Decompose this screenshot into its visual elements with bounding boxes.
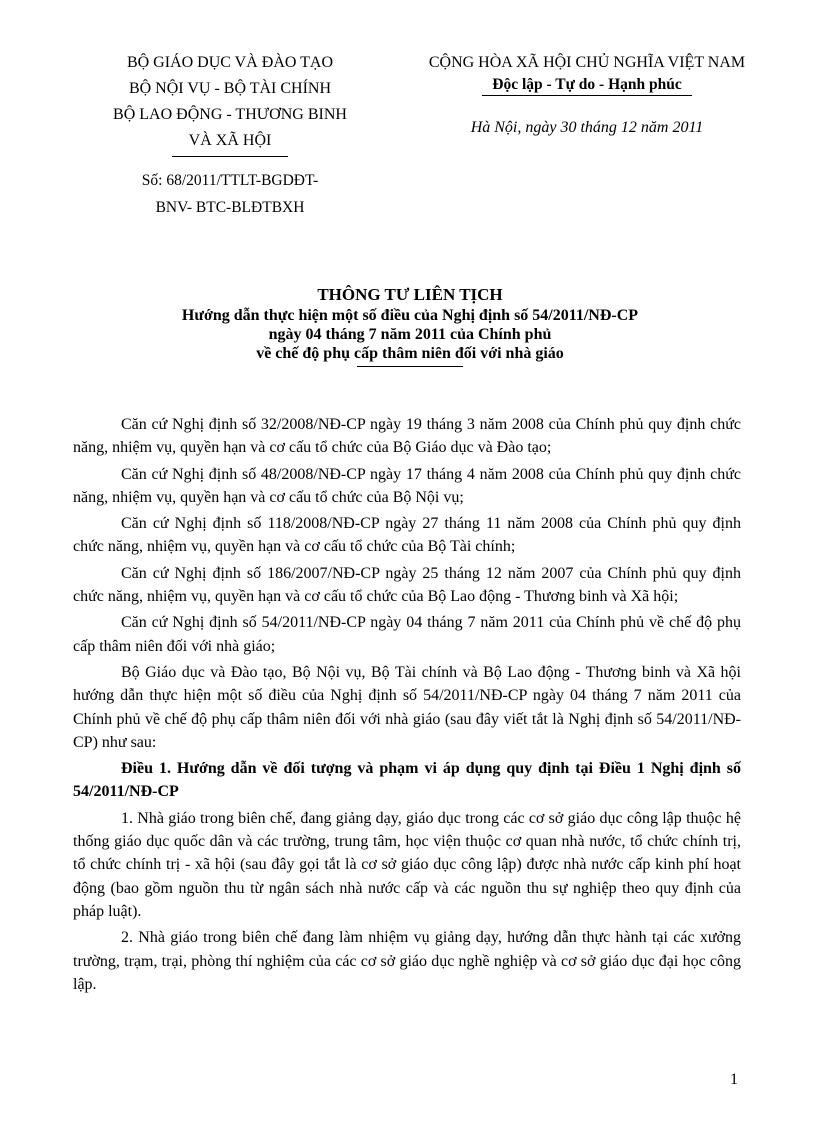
issuing-agencies xyxy=(80,50,380,221)
issue-date: Hà Nội, ngày 30 tháng 12 năm 2011 xyxy=(470,119,704,136)
page-number: 1 xyxy=(730,1071,738,1088)
legal-basis-paragraph: Căn cứ Nghị định số 32/2008/NĐ-CP ngày 19 tháng 3 năm 2008 của Chính phủ quy định chức năng, nhiệm vụ, quyền hạn và cơ cấu tổ chức của Bộ Giáo dục và Đào tạo; xyxy=(73,416,741,457)
country-name: CỘNG HÒA XÃ HỘI CHỦ NGHĨA VIỆT NAM xyxy=(428,54,746,71)
document-body xyxy=(73,413,741,999)
document-title xyxy=(60,284,760,367)
title-divider xyxy=(357,366,463,367)
agency-line: BỘ NỘI VỤ - BỘ TÀI CHÍNH xyxy=(128,80,332,97)
agency-line: BỘ LAO ĐỘNG - THƯƠNG BINH xyxy=(113,106,347,123)
document-number: Số: 68/2011/TTLT-BGDĐT- xyxy=(141,172,319,189)
legal-basis-paragraph: Căn cứ Nghị định số 118/2008/NĐ-CP ngày 27 tháng 11 năm 2008 của Chính phủ quy định chức năng, nhiệm vụ, quyền hạn và cơ cấu tổ chức của Bộ Tài chính; xyxy=(73,515,741,556)
national-header xyxy=(382,50,792,138)
document-number: BNV- BTC-BLĐTBXH xyxy=(155,199,305,216)
preamble-paragraph: Bộ Giáo dục và Đào tạo, Bộ Nội vụ, Bộ Tài chính và Bộ Lao động - Thương binh và Xã hội hướng dẫn thực hiện một số điều của Nghị định số 54/2011/NĐ-CP ngày 04 tháng 7 năm 2011 của Chính phủ về chế độ phụ cấp thâm niên đối với nhà giáo (sau đây viết tắt là Nghị định số 54/2011/NĐ-CP) như sau: xyxy=(73,663,741,751)
article-clause: 1. Nhà giáo trong biên chế, đang giảng dạy, giáo dục trong các cơ sở giáo dục công lập thuộc hệ thống giáo dục quốc dân và các trường, trung tâm, học viện thuộc cơ quan nhà nước, tổ chức chính trị, tổ chức chính trị - xã hội (sau đây gọi tắt là cơ sở giáo dục công lập) được nhà nước cấp kinh phí hoạt động (bao gồm nguồn thu từ ngân sách nhà nước cấp và các nguồn thu sự nghiệp theo quy định của pháp luật). xyxy=(73,809,741,920)
title-subline: Hướng dẫn thực hiện một số điều của Nghị định số 54/2011/NĐ-CP xyxy=(181,307,639,324)
title-main: THÔNG TƯ LIÊN TỊCH xyxy=(317,285,503,304)
article-heading: Điều 1. Hướng dẫn về đối tượng và phạm vi áp dụng quy định tại Điều 1 Nghị định số 54/2011/NĐ-CP xyxy=(73,760,741,801)
title-subline: ngày 04 tháng 7 năm 2011 của Chính phủ xyxy=(268,326,552,343)
agency-line: BỘ GIÁO DỤC VÀ ĐÀO TẠO xyxy=(126,54,334,71)
header-divider xyxy=(172,156,288,157)
legal-basis-paragraph: Căn cứ Nghị định số 186/2007/NĐ-CP ngày 25 tháng 12 năm 2007 của Chính phủ quy định chức năng, nhiệm vụ, quyền hạn và cơ cấu tổ chức của Bộ Lao động - Thương binh và Xã hội; xyxy=(73,564,741,606)
legal-basis-paragraph: Căn cứ Nghị định số 48/2008/NĐ-CP ngày 17 tháng 4 năm 2008 của Chính phủ quy định chức năng, nhiệm vụ, quyền hạn và cơ cấu tổ chức của Bộ Nội vụ; xyxy=(73,465,741,506)
title-subline: về chế độ phụ cấp thâm niên đối với nhà giáo xyxy=(256,345,564,362)
article-clause: 2. Nhà giáo trong biên chế đang làm nhiệm vụ giảng dạy, hướng dẫn thực hành tại các xưởng trường, trạm, trại, phòng thí nghiệm của các cơ sở giáo dục nghề nghiệp và cơ sở giáo dục đại học công lập. xyxy=(73,929,741,993)
national-motto: Độc lập - Tự do - Hạnh phúc xyxy=(482,76,691,96)
agency-line: VÀ XÃ HỘI xyxy=(188,132,272,149)
legal-basis-paragraph: Căn cứ Nghị định số 54/2011/NĐ-CP ngày 04 tháng 7 năm 2011 của Chính phủ về chế độ phụ cấp thâm niên đối với nhà giáo; xyxy=(73,614,741,655)
